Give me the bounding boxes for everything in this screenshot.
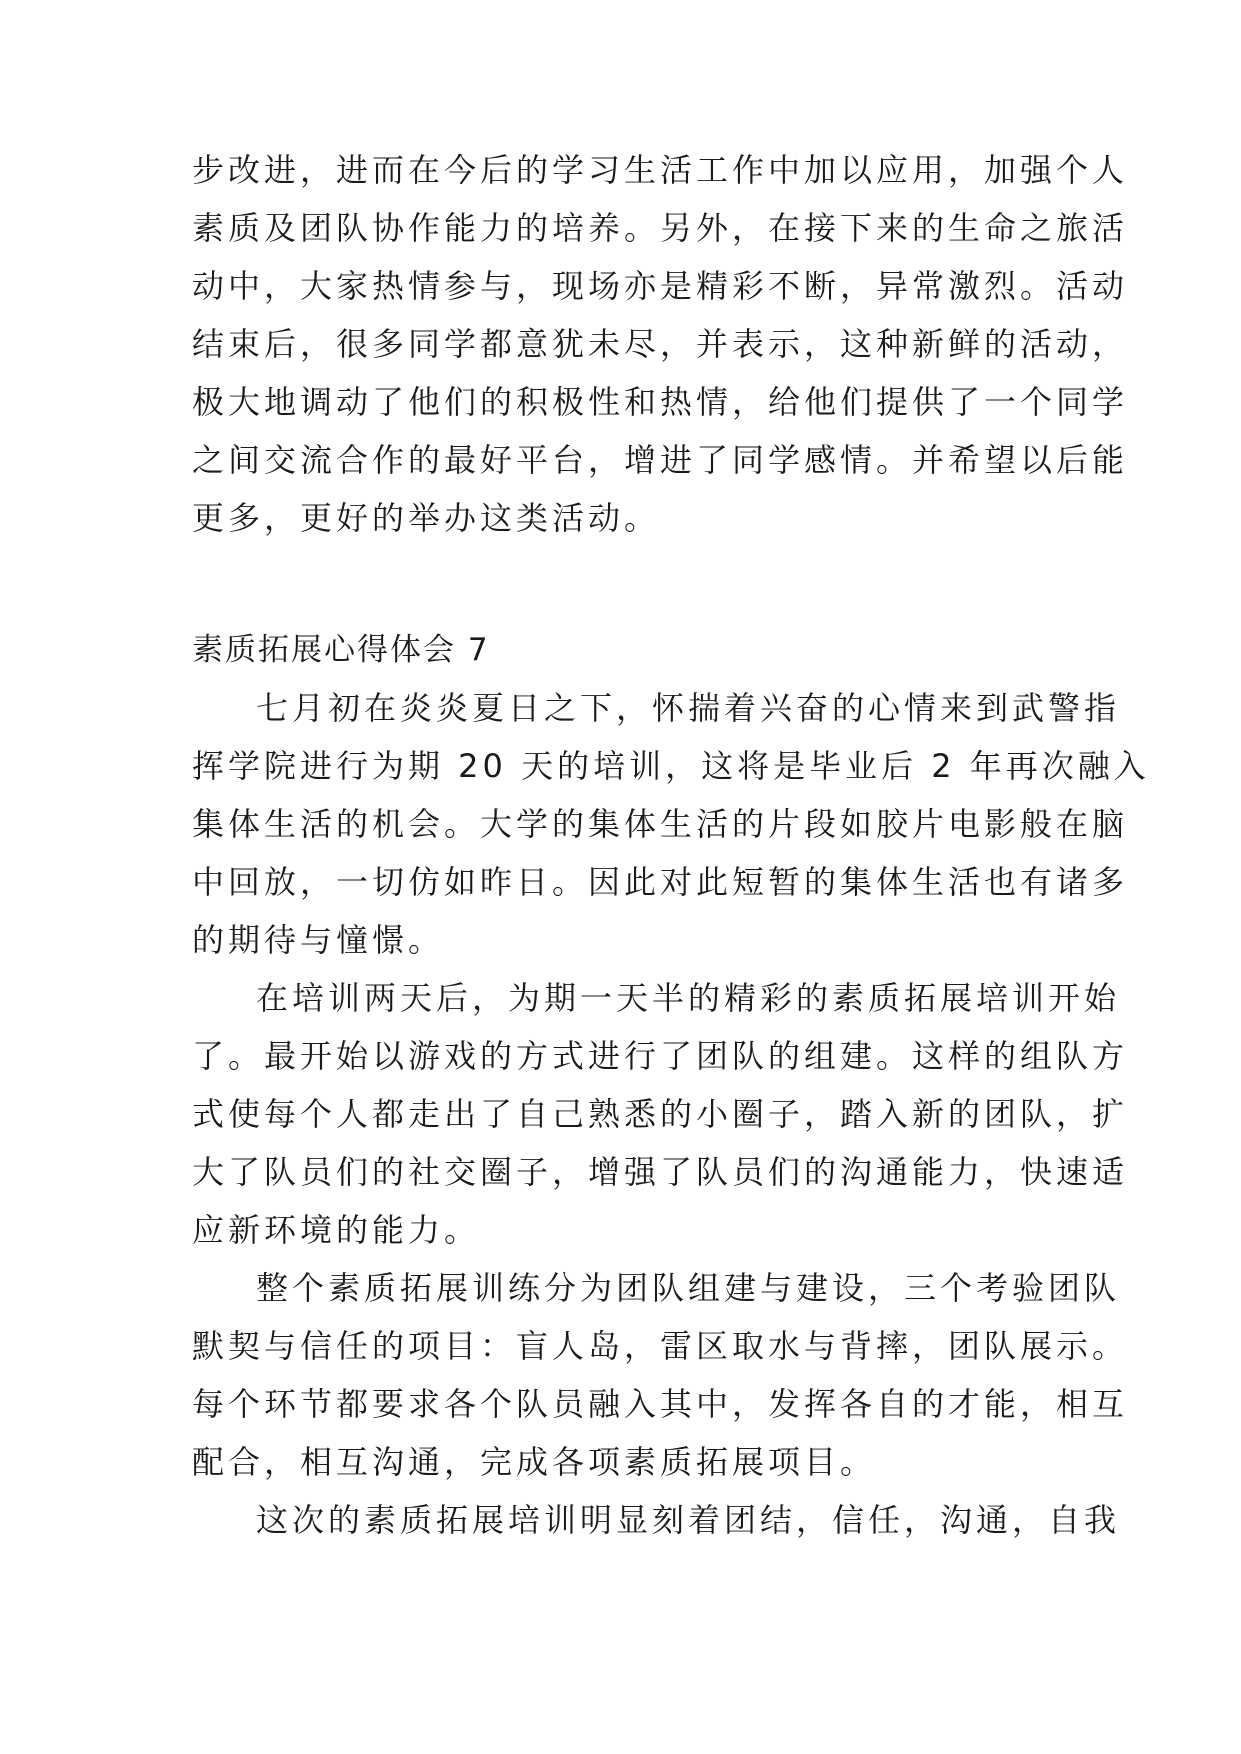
- text-line: 动中，大家热情参与，现场亦是精彩不断，异常激烈。活动: [192, 267, 1129, 305]
- text-line: 挥学院进行为期 20 天的培训，这将是毕业后 2 年再次融入: [192, 747, 1150, 785]
- text-line: 式使每个人都走出了自己熟悉的小圈子，踏入新的团队，扩: [192, 1095, 1129, 1133]
- text-line: 的期待与憧憬。: [192, 921, 445, 959]
- text-line: 在培训两天后，为期一天半的精彩的素质拓展培训开始: [256, 979, 1121, 1017]
- text-line: 应新环境的能力。: [192, 1211, 481, 1249]
- text-line: 结束后，很多同学都意犹未尽，并表示，这种新鲜的活动，: [192, 325, 1129, 363]
- text-line: 步改进，进而在今后的学习生活工作中加以应用，加强个人: [192, 151, 1129, 189]
- text-line: 更多，更好的举办这类活动。: [192, 499, 661, 537]
- text-line: 这次的素质拓展培训明显刻着团结，信任，沟通，自我: [256, 1501, 1121, 1539]
- text-line: 整个素质拓展训练分为团队组建与建设，三个考验团队: [256, 1269, 1121, 1307]
- text-line: 大了队员们的社交圈子，增强了队员们的沟通能力，快速适: [192, 1153, 1129, 1191]
- text-line: 集体生活的机会。大学的集体生活的片段如胶片电影般在脑: [192, 805, 1129, 843]
- text-line: 极大地调动了他们的积极性和热情，给他们提供了一个同学: [192, 383, 1129, 421]
- text-line: 素质及团队协作能力的培养。另外，在接下来的生命之旅活: [192, 209, 1129, 247]
- text-line: 之间交流合作的最好平台，增进了同学感情。并希望以后能: [192, 441, 1129, 479]
- text-line: 了。最开始以游戏的方式进行了团队的组建。这样的组队方: [192, 1037, 1129, 1075]
- text-line: 每个环节都要求各个队员融入其中，发挥各自的才能，相互: [192, 1385, 1129, 1423]
- section-title: 素质拓展心得体会 7: [192, 632, 490, 668]
- text-line: 默契与信任的项目：盲人岛，雷区取水与背摔，团队展示。: [192, 1327, 1129, 1365]
- text-line: 中回放，一切仿如昨日。因此对此短暂的集体生活也有诸多: [192, 863, 1129, 901]
- text-line: 七月初在炎炎夏日之下，怀揣着兴奋的心情来到武警指: [256, 689, 1121, 727]
- text-line: 配合，相互沟通，完成各项素质拓展项目。: [192, 1443, 877, 1481]
